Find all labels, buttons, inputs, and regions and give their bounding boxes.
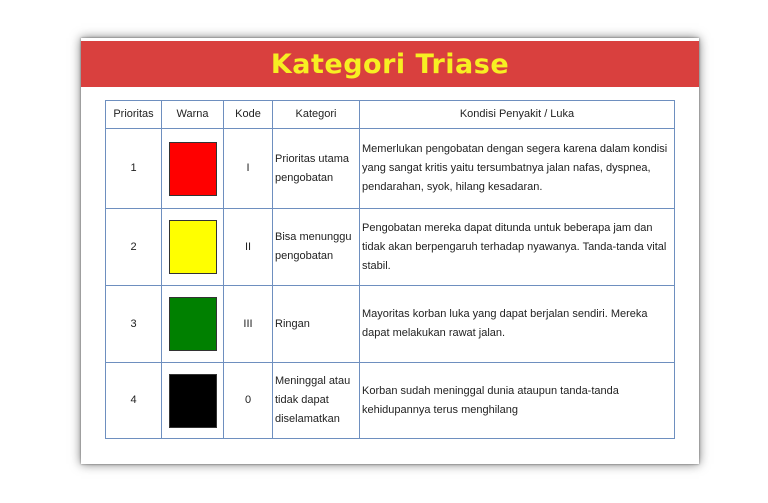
header-kode: Kode	[224, 101, 273, 129]
triage-card	[81, 38, 699, 464]
cell-prioritas: 4	[106, 363, 162, 439]
cell-kondisi: Memerlukan pengobatan dengan segera karena dalam kondisi yang sangat kritis yaitu tersumbatnya jalan nafas, dyspnea, pendarahan, syok, hilang kesadaran.	[360, 129, 675, 209]
color-swatch-yellow	[169, 220, 217, 274]
cell-kategori: Bisa menunggu pengobatan	[273, 209, 360, 286]
header-kondisi: Kondisi Penyakit / Luka	[360, 101, 675, 129]
cell-kondisi: Pengobatan mereka dapat ditunda untuk beberapa jam dan tidak akan berpengaruh terhadap nyawanya. Tanda-tanda vital stabil.	[360, 209, 675, 286]
title-bar	[81, 41, 699, 87]
cell-kondisi: Korban sudah meninggal dunia ataupun tanda-tanda kehidupannya terus menghilang	[360, 363, 675, 439]
triage-table	[105, 100, 675, 439]
cell-warna	[162, 129, 224, 209]
page-title: Kategori Triase	[270, 48, 510, 80]
color-swatch-green	[169, 297, 217, 351]
header-warna: Warna	[162, 101, 224, 129]
cell-kode: I	[224, 129, 273, 209]
cell-kondisi: Mayoritas korban luka yang dapat berjalan sendiri. Mereka dapat melakukan rawat jalan.	[360, 286, 675, 363]
cell-kode: 0	[224, 363, 273, 439]
cell-warna	[162, 209, 224, 286]
cell-kategori: Ringan	[273, 286, 360, 363]
header-kategori: Kategori	[273, 101, 360, 129]
cell-prioritas: 1	[106, 129, 162, 209]
header-prioritas: Prioritas	[106, 101, 162, 129]
table-header-row	[106, 101, 675, 129]
cell-warna	[162, 286, 224, 363]
cell-warna	[162, 363, 224, 439]
table-row	[106, 209, 675, 286]
cell-kategori: Meninggal atau tidak dapat diselamatkan	[273, 363, 360, 439]
cell-prioritas: 2	[106, 209, 162, 286]
cell-kategori: Prioritas utama pengobatan	[273, 129, 360, 209]
table-row	[106, 286, 675, 363]
table-row	[106, 363, 675, 439]
cell-kode: III	[224, 286, 273, 363]
color-swatch-red	[169, 142, 217, 196]
table-row	[106, 129, 675, 209]
cell-prioritas: 3	[106, 286, 162, 363]
cell-kode: II	[224, 209, 273, 286]
color-swatch-black	[169, 374, 217, 428]
